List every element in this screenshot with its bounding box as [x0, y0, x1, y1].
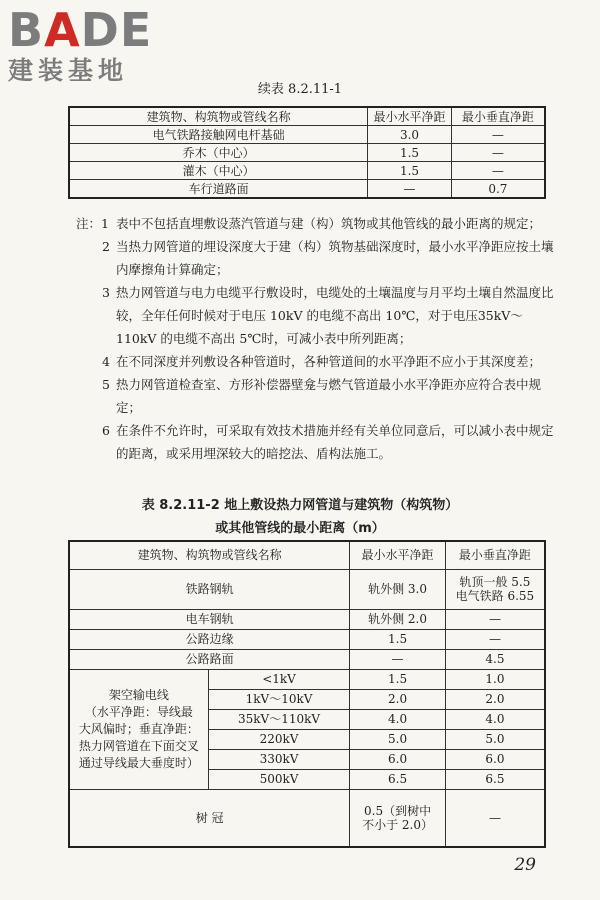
cell-vertical: 4.0 — [445, 709, 545, 729]
cell-name: 灌木（中心） — [69, 162, 368, 180]
cell-horizontal: — — [368, 180, 452, 199]
cell-horizontal: 5.0 — [350, 729, 446, 749]
page-number: 29 — [514, 855, 536, 875]
table-row-road-edge — [69, 629, 545, 649]
cell-vertical: — — [451, 162, 545, 180]
header-name: 建筑物、构筑物或管线名称 — [69, 541, 350, 569]
note-item — [76, 419, 554, 465]
cell-vertical: 0.7 — [451, 180, 545, 199]
cell-horizontal-line: 不小于 2.0） — [362, 817, 433, 832]
cell-horizontal: 6.5 — [350, 769, 446, 789]
table-row-tram — [69, 609, 545, 629]
cell-voltage: 35kV～110kV — [208, 709, 349, 729]
cell-horizontal: 1.5 — [350, 629, 446, 649]
header-horizontal: 最小水平净距 — [350, 541, 446, 569]
table2-title-line2: 或其他管线的最小距离（m） — [215, 521, 385, 536]
note-text: 当热力网管道的埋设深度大于建（构）筑物基础深度时，最小水平净距应按土壤内摩擦角计算确定； — [116, 239, 554, 277]
cell-vertical: — — [445, 789, 545, 847]
cell-voltage: 220kV — [208, 729, 349, 749]
header-vertical: 最小垂直净距 — [451, 107, 545, 126]
note-text: 热力网管道检查室、方形补偿器壁龛与燃气管道最小水平净距亦应符合表中规定； — [116, 377, 542, 415]
table-8-2-11-2 — [68, 540, 546, 848]
cell-horizontal-line: 0.5（到树中 — [364, 803, 432, 818]
cell-vertical: 6.5 — [445, 769, 545, 789]
cell-vertical — [445, 569, 545, 609]
note-text: 在不同深度并列敷设各种管道时，各种管道间的水平净距不应小于其深度差； — [116, 354, 542, 369]
cell-vertical-line: 轨顶一般 5.5 — [459, 575, 531, 589]
table2-title-line1: 表 8.2.11-2 地上敷设热力网管道与建筑物（构筑物） — [141, 498, 459, 513]
note-item — [76, 212, 554, 235]
note-number: 5 — [102, 377, 110, 392]
cell-vertical: 1.0 — [445, 669, 545, 689]
notes-label: 注： — [76, 216, 102, 231]
cell-voltage: <1kV — [208, 669, 349, 689]
note-item — [76, 373, 554, 419]
note-text: 表中不包括直埋敷设蒸汽管道与建（构）筑物或其他管线的最小距离的规定； — [116, 216, 542, 231]
table-row-crown — [69, 789, 545, 847]
header-vertical: 最小垂直净距 — [445, 541, 545, 569]
cell-vertical: 5.0 — [445, 729, 545, 749]
cell-voltage: 1kV～10kV — [208, 689, 349, 709]
cell-horizontal: 1.5 — [368, 162, 452, 180]
note-number: 2 — [102, 239, 110, 254]
cell-name: 公路路面 — [69, 649, 350, 669]
logo-subtitle: 建装基地 — [8, 56, 129, 85]
cell-horizontal: 轨外侧 3.0 — [350, 569, 446, 609]
cell-vertical: — — [445, 629, 545, 649]
header-horizontal: 最小水平净距 — [368, 107, 452, 126]
cell-vertical: 6.0 — [445, 749, 545, 769]
cell-horizontal: 2.0 — [350, 689, 446, 709]
table1-title: 续表 8.2.11-1 — [257, 82, 343, 97]
cell-power-line-label: 架空输电线 （水平净距：导线最 大风偏时；垂直净距： 热力网管道在下面交叉 通过导线最大垂度时） — [69, 669, 208, 789]
cell-horizontal: 4.0 — [350, 709, 446, 729]
cell-vertical: 4.5 — [445, 649, 545, 669]
note-number: 4 — [102, 354, 110, 369]
table-8-2-11-1-continued — [68, 106, 546, 199]
cell-vertical: — — [445, 609, 545, 629]
note-number: 3 — [102, 285, 110, 300]
cell-horizontal: 1.5 — [350, 669, 446, 689]
note-item — [76, 235, 554, 281]
table-row — [69, 162, 545, 180]
cell-horizontal: 轨外侧 2.0 — [350, 609, 446, 629]
cell-voltage: 500kV — [208, 769, 349, 789]
cell-vertical: — — [451, 144, 545, 162]
cell-horizontal: 3.0 — [368, 126, 452, 144]
cell-horizontal: 6.0 — [350, 749, 446, 769]
table-header-row — [69, 541, 545, 569]
cell-name: 铁路钢轨 — [69, 569, 350, 609]
table-row-road-surface — [69, 649, 545, 669]
note-number: 1 — [101, 216, 109, 231]
logo-wordmark: BADE — [8, 3, 153, 57]
cell-voltage: 330kV — [208, 749, 349, 769]
header-name: 建筑物、构筑物或管线名称 — [69, 107, 368, 126]
note-item — [76, 350, 554, 373]
cell-name: 树 冠 — [69, 789, 350, 847]
cell-horizontal: — — [350, 649, 446, 669]
table-row — [69, 180, 545, 199]
note-text: 热力网管道与电力电缆平行敷设时，电缆处的土壤温度与月平均土壤自然温度比较，全年任何时候对于电压 10kV 的电缆不高出 10℃，对于电压35kV～110kV 的电缆不高出 5℃时，可减小表中所列距离； — [116, 285, 554, 346]
note-number: 6 — [102, 423, 110, 438]
table-row-rail — [69, 569, 545, 609]
cell-name: 乔木（中心） — [69, 144, 368, 162]
cell-name: 公路边缘 — [69, 629, 350, 649]
cell-name: 电气铁路接触网电杆基础 — [69, 126, 368, 144]
logo — [8, 4, 152, 86]
note-text: 在条件不允许时，可采取有效技术措施并经有关单位同意后，可以减小表中规定的距离，或采用埋深较大的暗挖法、盾构法施工。 — [116, 423, 554, 461]
cell-name: 车行道路面 — [69, 180, 368, 199]
cell-vertical-line: 电气铁路 6.55 — [455, 589, 535, 603]
cell-horizontal: 1.5 — [368, 144, 452, 162]
notes — [76, 212, 554, 465]
cell-name: 电车钢轨 — [69, 609, 350, 629]
note-item — [76, 281, 554, 350]
table-row-power — [69, 669, 545, 689]
cell-vertical: — — [451, 126, 545, 144]
cell-vertical: 2.0 — [445, 689, 545, 709]
cell-horizontal — [350, 789, 446, 847]
table-row — [69, 144, 545, 162]
table-row — [69, 126, 545, 144]
table-header-row — [69, 107, 545, 126]
